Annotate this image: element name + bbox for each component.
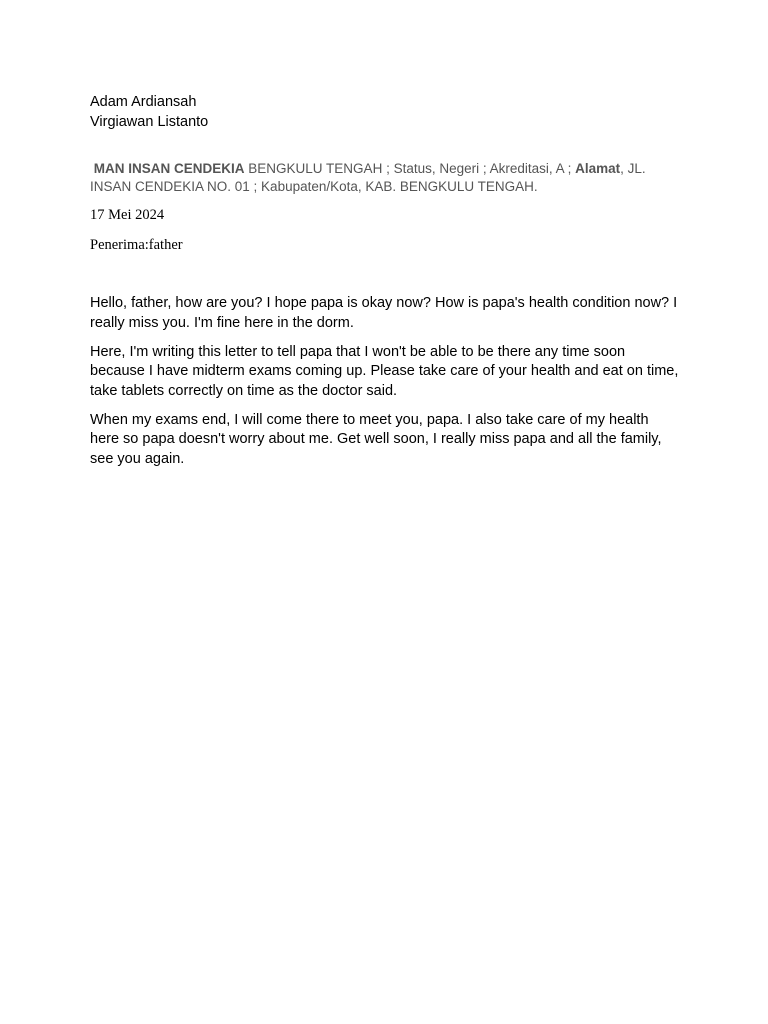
paragraph: Hello, father, how are you? I hope papa is okay now? How is papa's health condition now? I really miss you. I'm fine here in the dorm. (90, 295, 678, 331)
letter-body (90, 294, 680, 479)
letter-recipient: Penerima:father (90, 237, 183, 253)
paragraph: Here, I'm writing this letter to tell papa that I won't be able to be there any time soon because I have midterm exams coming up. Please take care of your health and eat on time, take tablets correctly on time as the doctor said. (90, 343, 679, 399)
address-label: Alamat (575, 161, 621, 176)
sender-name-1: Adam Ardiansah (90, 94, 197, 110)
school-address: , JL. INSAN CENDEKIA NO. 01 ; Kabupaten/Kota, KAB. BENGKULU TENGAH. (90, 161, 646, 194)
sender-names (90, 93, 208, 132)
school-info (90, 160, 690, 196)
paragraph: When my exams end, I will come there to meet you, papa. I also take care of my health here so papa doesn't worry about me. Get well soon, I really miss papa and all the family, see you again. (90, 411, 662, 467)
school-details: BENGKULU TENGAH ; Status, Negeri ; Akreditasi, A ; (244, 161, 576, 176)
school-name: MAN INSAN CENDEKIA (93, 161, 245, 176)
letter-date: 17 Mei 2024 (90, 207, 165, 223)
sender-name-2: Virgiawan Listanto (90, 113, 209, 130)
